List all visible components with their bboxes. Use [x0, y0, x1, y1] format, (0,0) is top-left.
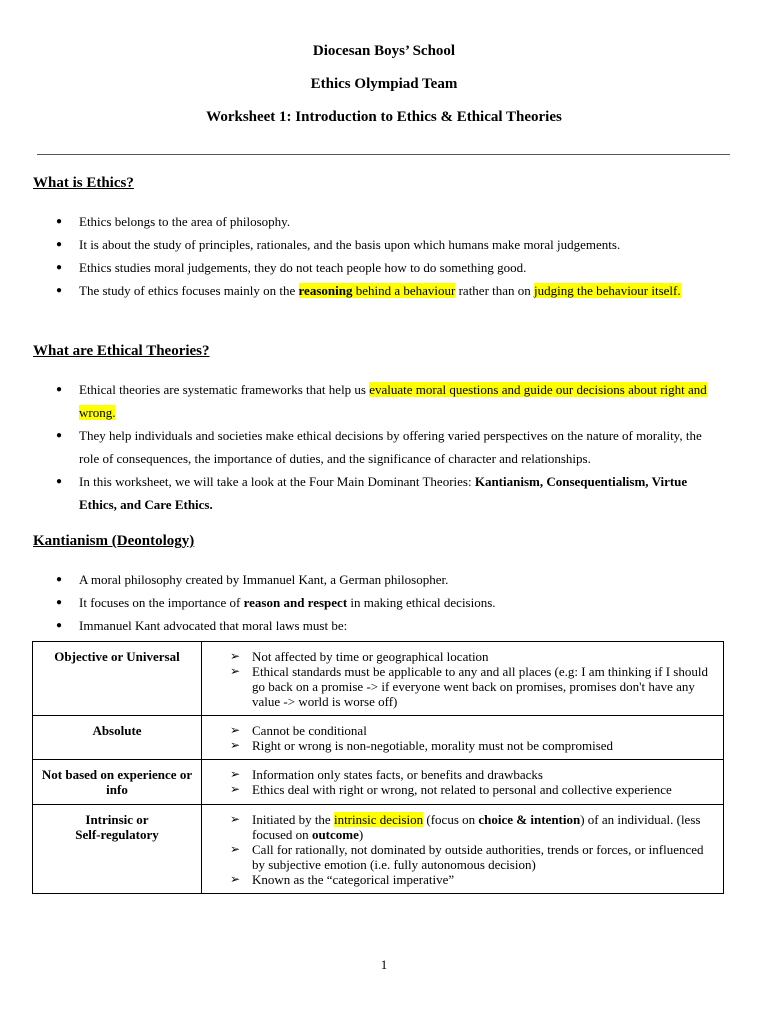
list-item: ➢ Known as the “categorical imperative”	[230, 872, 717, 887]
row-points	[202, 642, 724, 716]
row-label: Intrinsic or Self-regulatory	[33, 805, 202, 894]
list-item: ● It is about the study of principles, rationales, and the basis upon which humans make moral judgements.	[56, 233, 716, 256]
worksheet-title: Worksheet 1: Introduction to Ethics & Ethical Theories	[206, 109, 562, 125]
section-what-is-ethics: What is Ethics?	[33, 175, 134, 191]
row-label: Absolute	[33, 716, 202, 760]
section-ethical-theories: What are Ethical Theories?	[33, 343, 210, 359]
kantianism-list	[56, 568, 716, 637]
row-label: Objective or Universal	[33, 642, 202, 716]
row-points	[202, 760, 724, 805]
school-name: Diocesan Boys’ School	[312, 43, 456, 59]
list-item: ➢ Not affected by time or geographical location	[230, 649, 717, 664]
page-number: 1	[380, 957, 388, 972]
list-item: ➢ Information only states facts, or benefits and drawbacks	[230, 767, 717, 782]
list-item: ➢ Call for rationally, not dominated by outside authorities, trends or forces, or influenced by subjective emotion (i.e. fully autonomous decision)	[230, 842, 717, 872]
highlight: reasoning behind a behaviour	[298, 283, 456, 298]
list-item: ➢ Right or wrong is non-negotiable, morality must not be compromised	[230, 738, 717, 753]
list-item: ● Ethical theories are systematic frameworks that help us evaluate moral questions and guide our decisions about right and wrong.	[56, 378, 716, 424]
section-kantianism: Kantianism (Deontology)	[33, 533, 195, 549]
list-item: ● Immanuel Kant advocated that moral laws must be:	[56, 614, 716, 637]
table-row	[33, 716, 724, 760]
moral-laws-table	[32, 641, 724, 894]
list-item: ● They help individuals and societies make ethical decisions by offering varied perspectives on the nature of morality, the role of consequences, the importance of duties, and the significance of character and relationships.	[56, 424, 716, 470]
list-item: ➢ Ethics deal with right or wrong, not related to personal and collective experience	[230, 782, 717, 797]
highlight: judging the behaviour itself.	[534, 283, 681, 298]
what-is-ethics-list	[56, 210, 716, 302]
list-item: ● Ethics belongs to the area of philosophy.	[56, 210, 716, 233]
highlight: intrinsic decision	[333, 812, 424, 827]
list-item: ● In this worksheet, we will take a look at the Four Main Dominant Theories: Kantianism, Consequentialism, Virtue Ethics, and Care Ethics.	[56, 470, 716, 516]
team-name: Ethics Olympiad Team	[310, 76, 458, 92]
list-item: ● The study of ethics focuses mainly on the reasoning behind a behaviour rather than on judging the behaviour itself.	[56, 279, 716, 302]
list-item: ➢ Ethical standards must be applicable to any and all places (e.g: I am thinking if I should go back on a promise -> if everyone went back on promises, promises don't have any value -> world is worse off)	[230, 664, 717, 709]
row-label: Not based on experience or info	[33, 760, 202, 805]
highlight: evaluate moral questions and guide our decisions about right and wrong.	[79, 382, 707, 420]
list-item: ● A moral philosophy created by Immanuel Kant, a German philosopher.	[56, 568, 716, 591]
table-row	[33, 760, 724, 805]
list-item: ➢ Cannot be conditional	[230, 723, 717, 738]
table-row	[33, 805, 724, 894]
list-item: ● It focuses on the importance of reason and respect in making ethical decisions.	[56, 591, 716, 614]
header-divider	[37, 154, 730, 155]
table-row	[33, 642, 724, 716]
row-points	[202, 805, 724, 894]
ethical-theories-list	[56, 378, 716, 516]
row-points	[202, 716, 724, 760]
list-item: ● Ethics studies moral judgements, they do not teach people how to do something good.	[56, 256, 716, 279]
list-item: ➢ Initiated by the intrinsic decision (focus on choice & intention) of an individual. (less focused on outcome)	[230, 812, 717, 842]
